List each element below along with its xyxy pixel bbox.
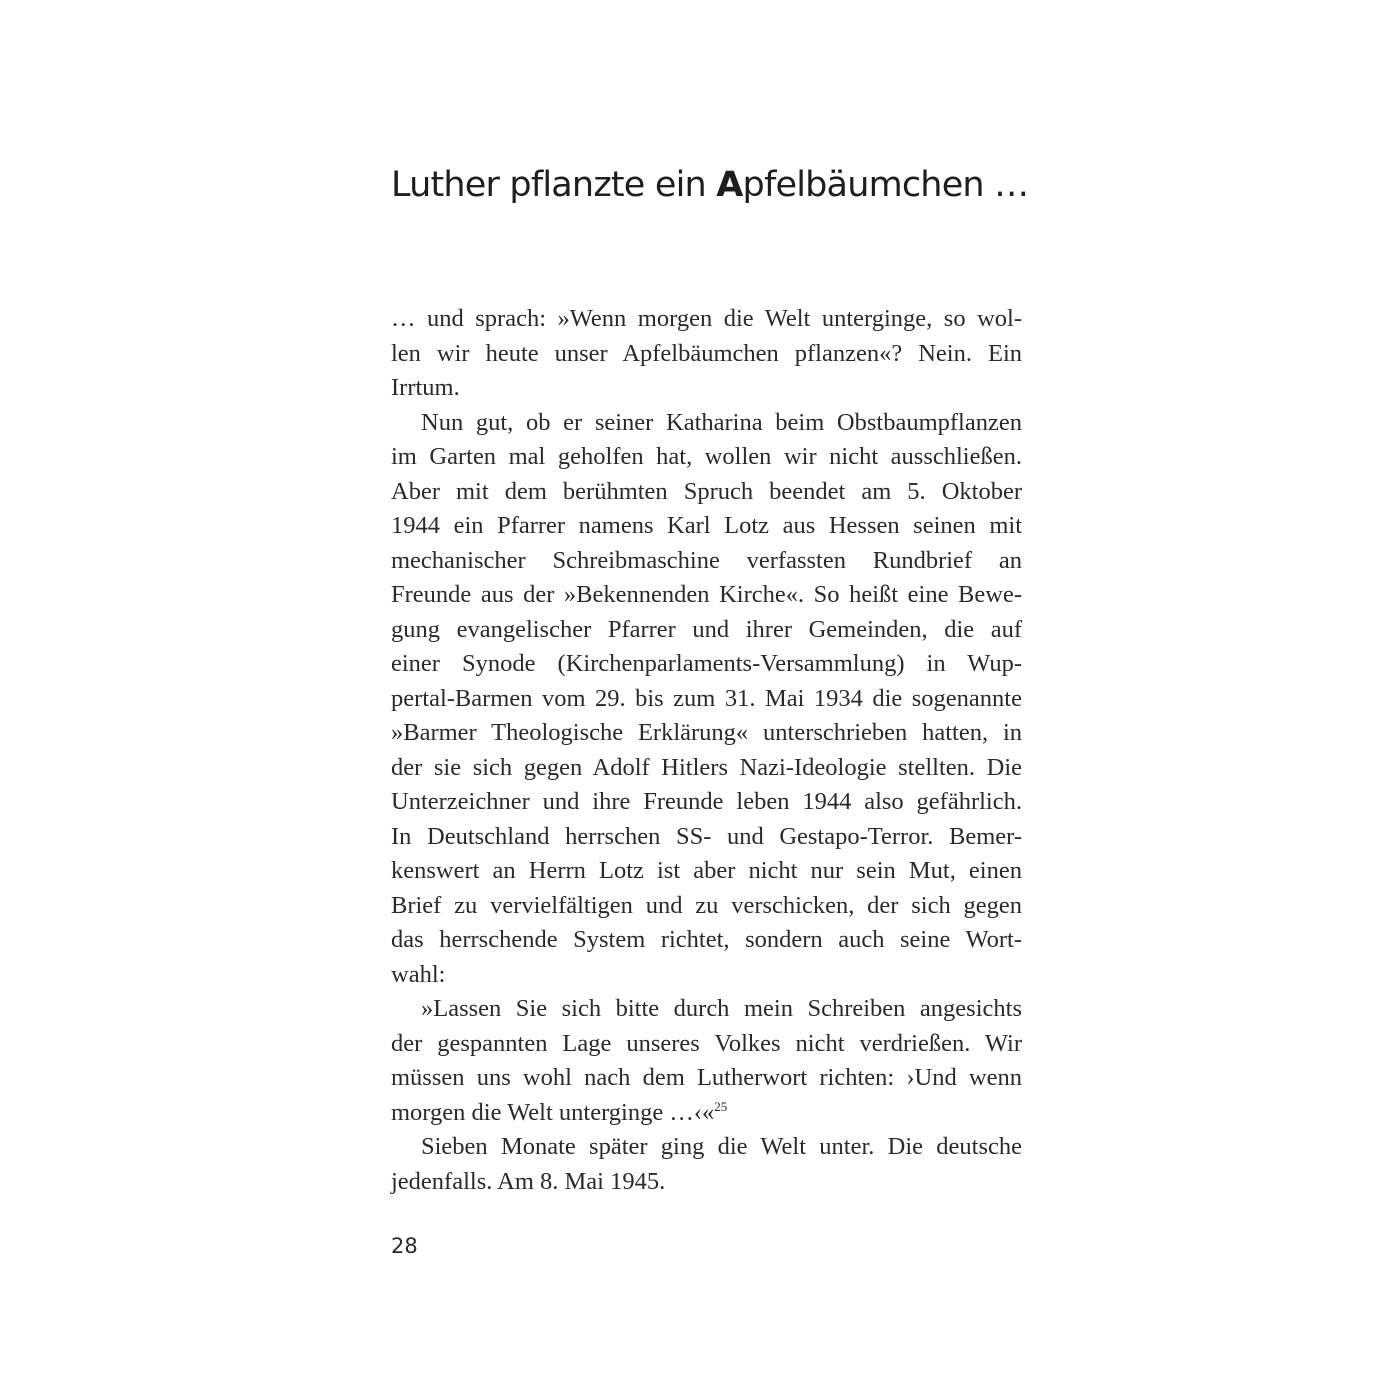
- text-line: … und sprach: »Wenn morgen die Welt unterginge, so wol-: [391, 305, 1022, 332]
- text-line: einer Synode (Kirchenparlaments-Versammlung) in Wup-: [391, 650, 1022, 677]
- text-line: mechanischer Schreibmaschine verfassten Rundbrief an: [391, 546, 1022, 574]
- quote-line: müssen uns wohl nach dem Lutherwort richten: ›Und wenn: [391, 1064, 1022, 1091]
- text-line: Freunde aus der »Bekennenden Kirche«. So heißt eine Bewe-: [391, 581, 1022, 608]
- text-line: Irrtum.: [391, 374, 460, 401]
- text-line: Sieben Monate später ging die Welt unter. Die deutsche: [421, 1133, 1022, 1160]
- text-line: len wir heute unser Apfelbäumchen pflanzen«? Nein. Ein: [391, 339, 1022, 367]
- chapter-title: [391, 165, 1028, 205]
- text-line: gung evangelischer Pfarrer und ihrer Gemeinden, die auf: [391, 615, 1022, 643]
- text-line: im Garten mal geholfen hat, wollen wir nicht ausschließen.: [391, 443, 1022, 470]
- text-line: Unterzeichner und ihre Freunde leben 1944 also gefährlich.: [391, 788, 1022, 815]
- chapter-title-start: Luther pflanzte ein: [391, 165, 717, 205]
- text-line: pertal-Barmen vom 29. bis zum 31. Mai 1934 die sogenannte: [391, 684, 1022, 712]
- text-line: In Deutschland herrschen SS- und Gestapo-Terror. Bemer-: [391, 822, 1022, 850]
- text-line: Brief zu vervielfältigen und zu verschicken, der sich gegen: [391, 891, 1022, 919]
- footnote-reference: 25: [714, 1098, 728, 1114]
- chapter-title-rest: pfelbäumchen …: [742, 165, 1029, 205]
- body-text: [391, 302, 1022, 1199]
- quote-end-text: morgen die Welt unterginge …‹«: [391, 1098, 715, 1126]
- page-number: 28: [391, 1234, 418, 1258]
- text-line: »Barmer Theologische Erklärung« unterschrieben hatten, in: [391, 719, 1022, 746]
- text-line: das herrschende System richtet, sondern auch seine Wort-: [391, 926, 1022, 953]
- quote-line: der gespannten Lage unseres Volkes nicht verdrießen. Wir: [391, 1029, 1022, 1057]
- quote-line: »Lassen Sie sich bitte durch mein Schreiben angesichts: [421, 995, 1022, 1022]
- text-line: 1944 ein Pfarrer namens Karl Lotz aus Hessen seinen mit: [391, 512, 1022, 539]
- text-line: Aber mit dem berühmten Spruch beendet am 5. Oktober: [391, 477, 1022, 505]
- text-line: jedenfalls. Am 8. Mai 1945.: [391, 1167, 666, 1195]
- text-line: wahl:: [391, 960, 446, 988]
- text-line: kenswert an Herrn Lotz ist aber nicht nur sein Mut, einen: [391, 857, 1022, 884]
- text-line: der sie sich gegen Adolf Hitlers Nazi-Ideologie stellten. Die: [391, 753, 1022, 781]
- text-line: Nun gut, ob er seiner Katharina beim Obstbaumpflanzen: [421, 408, 1022, 436]
- quote-line-last: [391, 1096, 1022, 1131]
- chapter-title-initial: A: [716, 165, 743, 205]
